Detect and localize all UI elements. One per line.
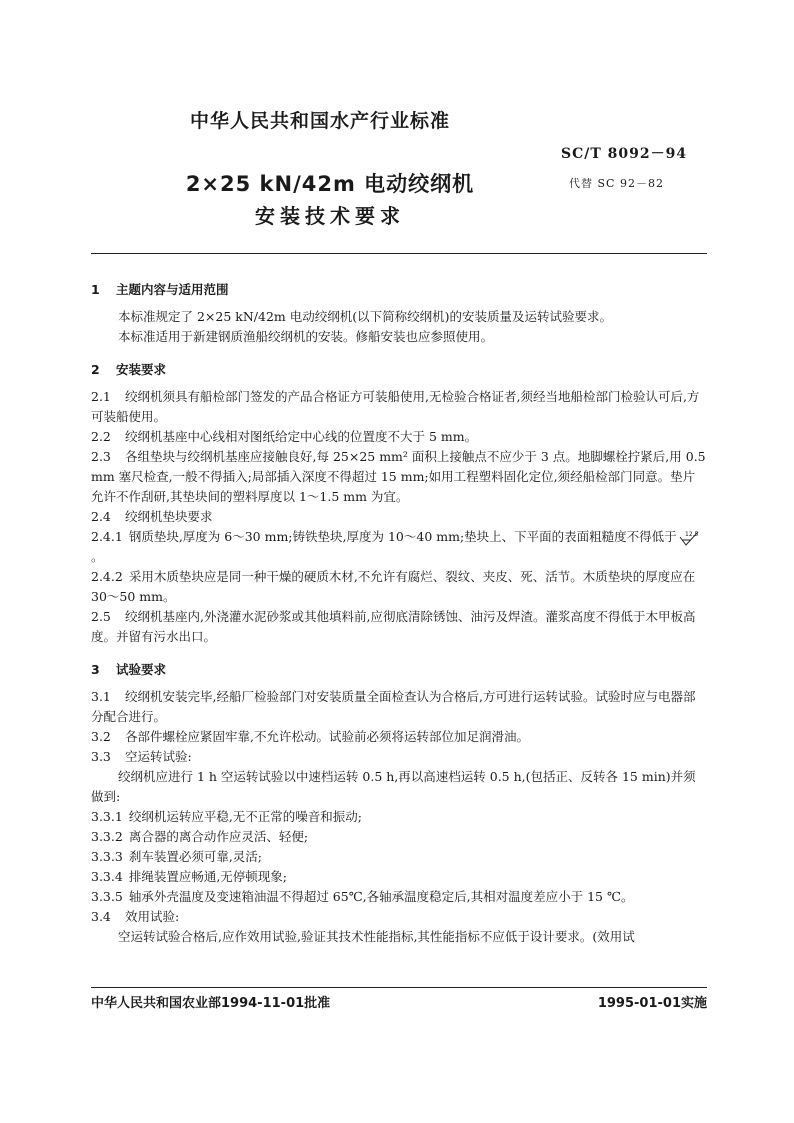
section-heading-2: 2 安装要求: [91, 362, 167, 377]
clause-2-4-1: 2.4.1 钢质垫块,厚度为 6～30 mm;铸铁垫块,厚度为 10～40 mm;垫块上、下平面的表面粗糙度不得低于 12.5 。: [91, 527, 707, 567]
standard-code: SC/T 8092－94: [561, 146, 688, 162]
paragraph: 本标准规定了 2×25 kN/42m 电动绞纲机(以下简称绞纲机)的安装质量及运转试验要求。: [118, 309, 612, 324]
issuing-organization: 中华人民共和国水产行业标准: [190, 110, 451, 132]
clause-2-5: 2.5 绞纲机基座内,外浇灌水泥砂浆或其他填料前,应彻底清除锈蚀、油污及焊渣。灌浆高度不得低于木甲板高度。并留有污水出口。: [91, 609, 696, 644]
clause-2-4-2: 2.4.2 采用木质垫块应是同一种干燥的硬质木材,不允许有腐烂、裂纹、夹皮、死、活节。木质垫块的厚度应在 30～50 mm。: [91, 569, 696, 604]
clause-3-4: 3.4 效用试验:: [91, 909, 180, 924]
clause-2-2: 2.2 绞纲机基座中心线相对图纸给定中心线的位置度不大于 5 mm。: [91, 429, 478, 444]
effective-date: 1995-01-01实施: [597, 996, 707, 1011]
document-subtitle: 安装技术要求: [255, 204, 405, 228]
roughness-value: 12.5: [684, 530, 699, 538]
clause-3-1: 3.1 绞纲机安装完毕,经船厂检验部门对安装质量全面检查认为合格后,方可进行运转试验。试验时应与电器部分配合进行。: [91, 689, 696, 724]
clause-3-3-5: 3.3.5 轴承外壳温度及变速箱油温不得超过 65℃,各轴承温度稳定后,其相对温度差应小于 15 ℃。: [91, 889, 634, 904]
section-heading-1: 1 主题内容与适用范围: [91, 282, 229, 297]
header-divider: [91, 253, 707, 254]
clause-3-3-4: 3.3.4 排绳装置应畅通,无停顿现象;: [91, 869, 287, 884]
paragraph: 本标准适用于新建钢质渔船绞纲机的安装。修船安装也应参照使用。: [118, 329, 494, 344]
clause-2-3: 2.3 各组垫块与绞纲机基座应接触良好,每 25×25 mm² 面积上接触点不应少于 3 点。地脚螺栓拧紧后,用 0.5 mm 塞尺检查,一般不得插入;局部插入深度不得超过 15 mm;如用工程塑料固化定位,须经船检部门同意。垫片允许不作刮研,其垫块间的塑料厚度以 1～1.5 mm 为宜。: [91, 449, 706, 504]
clause-3-2: 3.2 各部件螺栓应紧固牢靠,不允许松动。试验前必须将运转部位加足润滑油。: [91, 729, 529, 744]
document-title: 2×25 kN/42m 电动绞纲机: [185, 172, 475, 196]
surface-roughness-symbol: [677, 529, 703, 547]
clause-3-3-2: 3.3.2 离合器的离合动作应灵活、轻便;: [91, 829, 309, 844]
approval-date: 中华人民共和国农业部1994-11-01批准: [91, 996, 331, 1011]
document-body: [91, 279, 707, 947]
clause-2-1: 2.1 绞纲机须具有船检部门签发的产品合格证方可装船使用,无检验合格证者,须经当地船检部门检验认可后,方可装船使用。: [91, 389, 700, 424]
replaces-standard: 代替 SC 92－82: [569, 177, 664, 190]
clause-2-4: 2.4 绞纲机垫块要求: [91, 509, 213, 524]
clause-3-3-1: 3.3.1 绞纲机运转应平稳,无不正常的噪音和振动;: [91, 809, 362, 824]
paragraph: 空运转试验合格后,应作效用试验,验证其技术性能指标,其性能指标不应低于设计要求。(效用试: [118, 929, 635, 944]
footer-divider: [91, 987, 707, 988]
paragraph: 绞纲机应进行 1 h 空运转试验以中速档运转 0.5 h,再以高速档运转 0.5 h,(包括正、反转各 15 min)并须做到:: [91, 769, 696, 804]
section-heading-3: 3 试验要求: [91, 662, 167, 677]
clause-3-3: 3.3 空运转试验:: [91, 749, 192, 764]
clause-3-3-3: 3.3.3 刹车装置必须可靠,灵活;: [91, 849, 262, 864]
